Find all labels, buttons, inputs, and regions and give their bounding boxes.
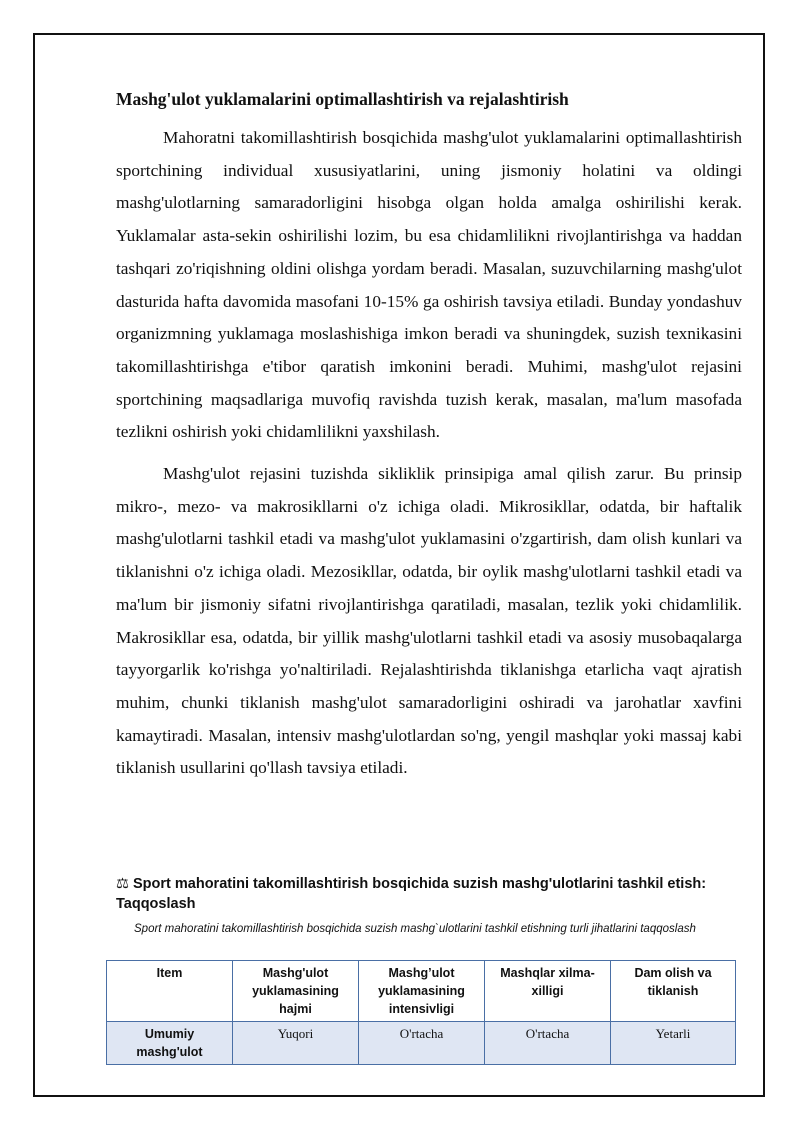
row-label: Umumiy mashg'ulot	[107, 1022, 233, 1065]
table-cell: O'rtacha	[359, 1022, 485, 1065]
header-item: Item	[107, 961, 233, 1022]
header-variety: Mashqlar xilma-xilligi	[485, 961, 611, 1022]
document-body	[116, 86, 742, 794]
paragraph-optimization: Mahoratni takomillashtirish bosqichida mashg'ulot yuklamalarini optimallashtirish sportchining individual xususiyatlarini, uning jismoniy holatini va oldingi mashg'ulotlarning samaradorligini hisobga olgan holda amalga oshirilishi kerak. Yuklamalar asta-sekin oshirilishi lozim, bu esa chidamlilikni rivojlantirishga va haddan tashqari zo'riqishning oldini olishga yordam beradi. Masalan, suzuvchilarning mashg'ulot dasturida hafta davomida masofani 10-15% ga oshirish tavsiya etiladi. Bunday yondashuv organizmning yuklamaga moslashishiga imkon beradi va shuningdek, suzish texnikasini takomillashtirishga e'tibor qaratish imkonini beradi. Muhimi, mashg'ulot rejasini sportchining maqsadlariga muvofiq ravishda tuzish kerak, masalan, ma'lum masofada tezlikni oshirish yoki chidamlilikni yaxshilash.	[116, 128, 742, 442]
table-heading	[116, 874, 742, 914]
table-cell: O'rtacha	[485, 1022, 611, 1065]
table-cell: Yuqori	[233, 1022, 359, 1065]
scale-icon: ⚖	[116, 876, 129, 892]
header-intensity: Mashg’ulot yuklamasining intensivligi	[359, 961, 485, 1022]
paragraph-periodization: Mashg'ulot rejasini tuzishda sikliklik prinsipiga amal qilish zarur. Bu prinsip mikro-, mezo- va makrosikllarni o'z ichiga oladi. Mikrosikllar, odatda, bir haftalik mashg'ulotlarni tashkil etadi va mashg'ulot yuklamasini o'zgartirish, dam olish kunlari va tiklanishni o'z ichiga oladi. Mezosikllar, odatda, bir oylik mashg'ulotlarni tashkil etadi va ma'lum bir jismoniy sifatni rivojlantirishga qaratiladi, masalan, tezlik yoki chidamlilik. Makrosikllar esa, odatda, bir yillik mashg'ulotlarni tashkil etadi va asosiy musobaqalarga tayyorgarlik ko'rishga yo'naltiriladi. Rejalashtirishda tiklanishga etarlicha vaqt ajratish muhim, chunki tiklanish mashg'ulot samaradorligini oshiradi va jarohatlar xavfini kamaytiradi. Masalan, intensiv mashg'ulotlardan so'ng, yengil mashqlar yoki massaj kabi tiklanish usullarini qo'llash tavsiya etiladi.	[116, 464, 742, 778]
header-volume: Mashg'ulot yuklamasining hajmi	[233, 961, 359, 1022]
comparison-table	[106, 960, 736, 1065]
table-caption: Sport mahoratini takomillashtirish bosqichida suzish mashg`ulotlarini tashkil etishning turli jihatlarini taqqoslash	[134, 923, 696, 935]
table-header-row	[107, 961, 736, 1022]
table-heading-text: Sport mahoratini takomillashtirish bosqichida suzish mashg'ulotlarini tashkil etish: Taqqoslash	[116, 876, 707, 912]
section-title: Mashg'ulot yuklamalarini optimallashtirish va rejalashtirish	[116, 89, 569, 109]
header-recovery: Dam olish va tiklanish	[611, 961, 736, 1022]
table-section	[116, 866, 742, 938]
table-row	[107, 1022, 736, 1065]
table-cell: Yetarli	[611, 1022, 736, 1065]
